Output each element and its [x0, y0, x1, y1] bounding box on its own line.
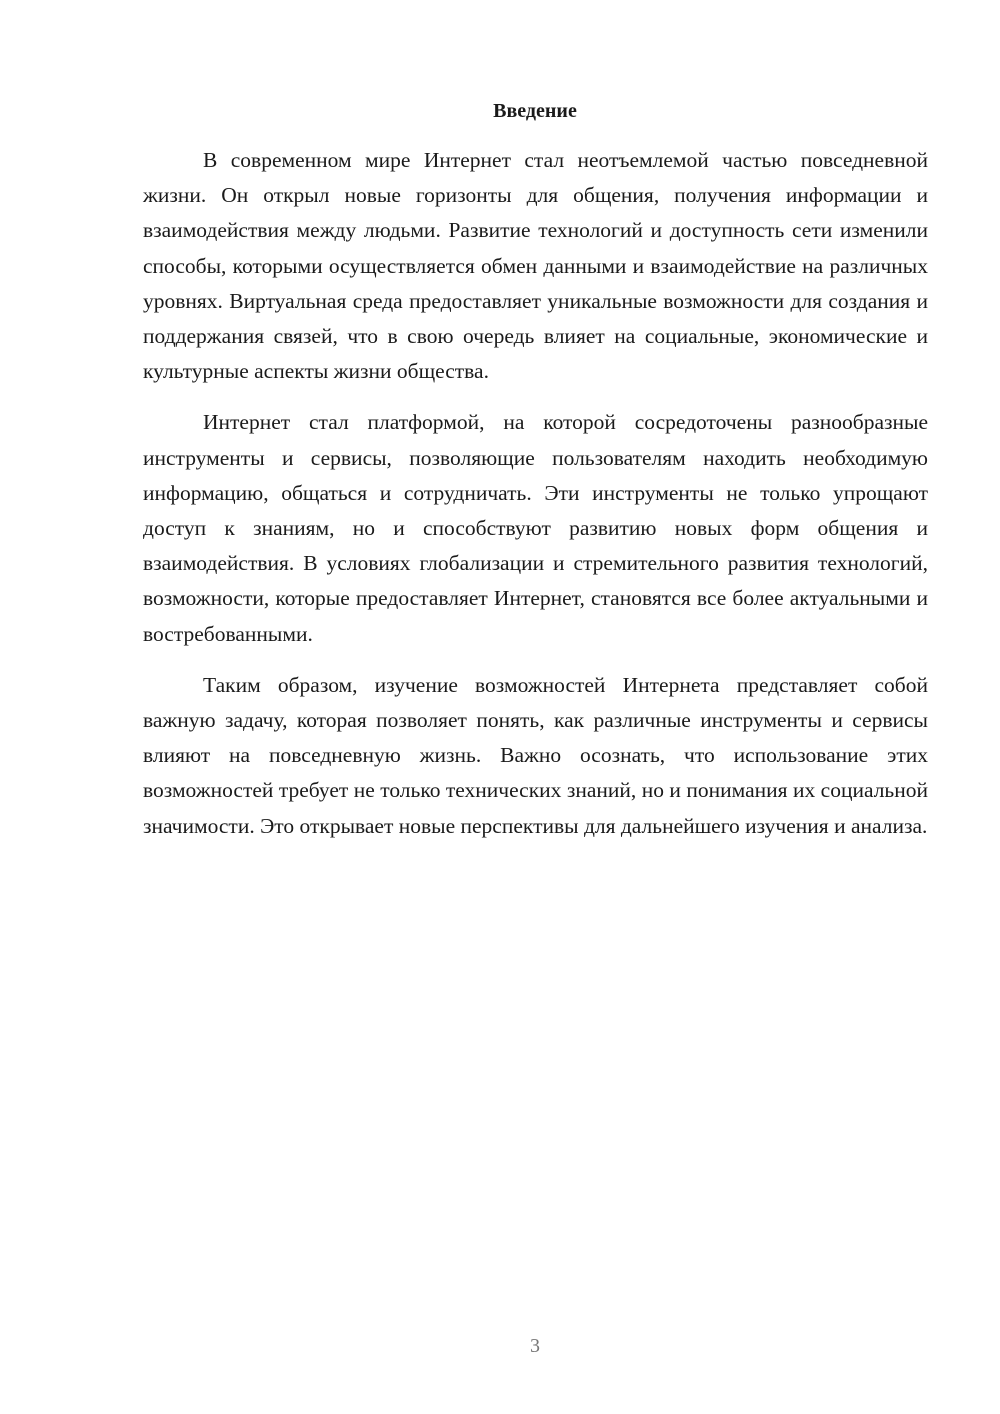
- page-number: 3: [530, 1335, 540, 1357]
- paragraph-1: В современном мире Интернет стал неотъемлемой частью повседневной жизни. Он открыл новые горизонты для общения, получения информации и взаимодействия между людьми. Развитие технологий и доступность сети изменили способы, которыми осуществляется обмен данными и взаимодействие на различных уровнях. Виртуальная среда предоставляет уникальные возможности для создания и поддержания связей, что в свою очередь влияет на социальные, экономические и культурные аспекты жизни общества.: [143, 148, 928, 384]
- body-text: [143, 143, 928, 844]
- paragraph-2: Интернет стал платформой, на которой сосредоточены разнообразные инструменты и сервисы, позволяющие пользователям находить необходимую информацию, общаться и сотрудничать. Эти инструменты не только упрощают доступ к знаниям, но и способствуют развитию новых форм общения и взаимодействия. В условиях глобализации и стремительного развития технологий, возможности, которые предоставляет Интернет, становятся все более актуальными и востребованными.: [143, 410, 928, 646]
- paragraph-3: Таким образом, изучение возможностей Интернета представляет собой важную задачу, которая позволяет понять, как различные инструменты и сервисы влияют на повседневную жизнь. Важно осознать, что использование этих возможностей требует не только технических знаний, но и понимания их социальной значимости. Это открывает новые перспективы для дальнейшего изучения и анализа.: [143, 672, 928, 838]
- section-title: Введение: [493, 100, 577, 122]
